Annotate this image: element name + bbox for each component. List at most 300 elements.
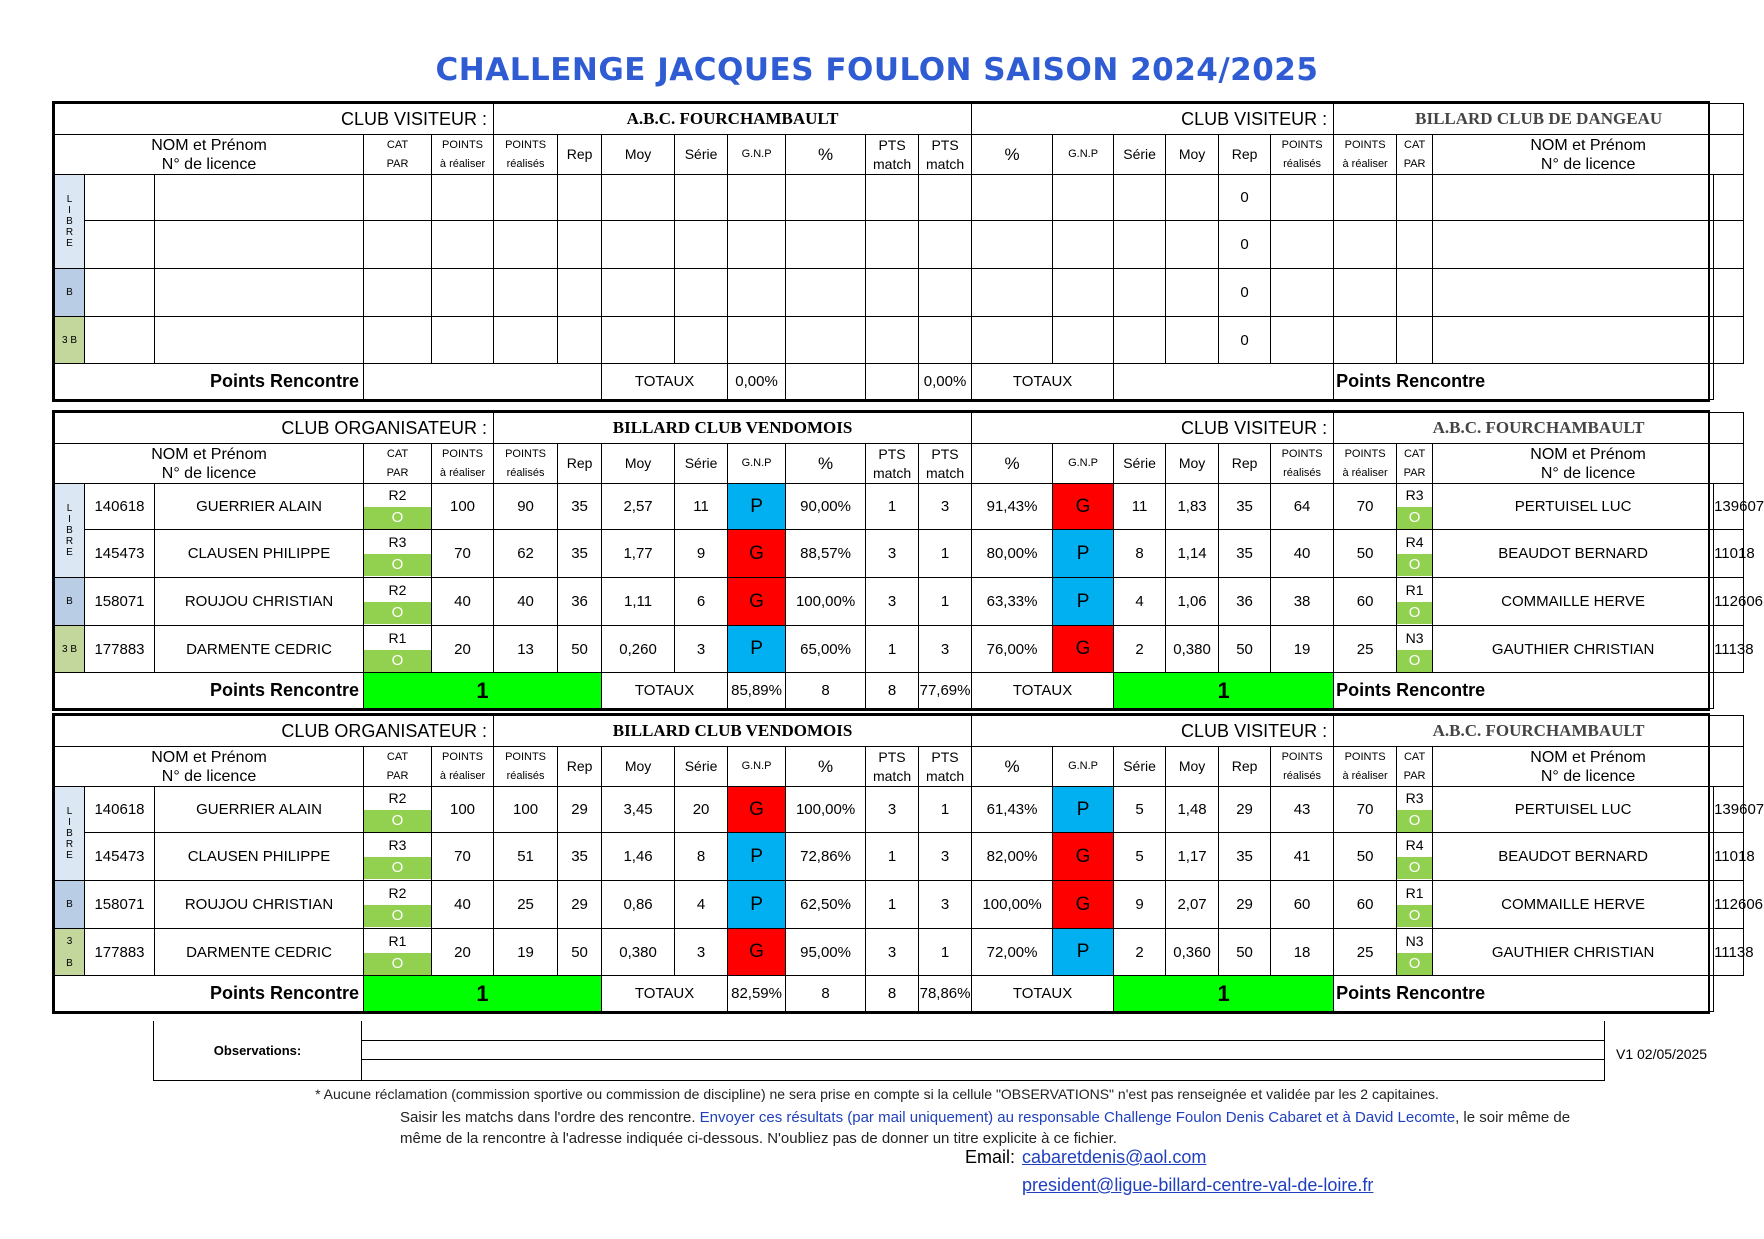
moy-right: 1,83 (1166, 484, 1219, 530)
header-moy: Moy (602, 444, 675, 484)
player-left (155, 221, 364, 269)
points-realises-right (1271, 221, 1334, 269)
totals-row (55, 976, 1744, 1012)
rep-right: 0 (1219, 269, 1271, 317)
points-realises-left: 40 (494, 578, 558, 626)
points-a-realiser-left: 100 (432, 787, 494, 833)
pts-match-left: 3 (866, 787, 919, 833)
side-letter: I (68, 514, 71, 525)
player-left: GUERRIER ALAIN (155, 484, 364, 530)
table-row (55, 626, 1744, 673)
licence-left (85, 221, 155, 269)
header-pts-match (866, 444, 919, 484)
header-text: réalisés (1283, 466, 1322, 479)
pts-match-right: 3 (919, 833, 972, 881)
side-text: B (66, 957, 73, 969)
cat-value: R1 (388, 932, 407, 949)
points-a-realiser-left (432, 269, 494, 317)
points-a-realiser-right: 25 (1334, 626, 1397, 673)
gnp-right: G (1053, 881, 1114, 929)
header-text: NOM et Prénom (1530, 445, 1646, 463)
header-pct: % (972, 747, 1053, 787)
points-a-realiser-right (1334, 221, 1397, 269)
side-label-b (55, 881, 85, 929)
pct-left: 100,00% (786, 787, 866, 833)
header-text: N° de licence (161, 767, 257, 785)
cat-value: R1 (1405, 885, 1424, 901)
totals-row (55, 673, 1744, 709)
pct-left: 88,57% (786, 530, 866, 578)
header-text: NOM et Prénom (1530, 748, 1646, 766)
header-text: POINTS (505, 447, 547, 460)
header-text: CAT (1403, 750, 1426, 763)
totaux-left-label: TOTAUX (602, 673, 728, 709)
serie-left: 11 (675, 484, 728, 530)
header-text: POINTS (1281, 138, 1323, 151)
player-left: DARMENTE CEDRIC (155, 626, 364, 673)
cat-right (1397, 484, 1433, 530)
side-letter: E (66, 238, 73, 249)
rep-left: 35 (558, 833, 602, 881)
serie-right: 11 (1114, 484, 1166, 530)
header-rep: Rep (558, 444, 602, 484)
header-text: à réaliser (1342, 466, 1388, 479)
table-row (55, 881, 1744, 929)
table-row (55, 484, 1744, 530)
pct-right (972, 175, 1053, 221)
player-right (1433, 175, 1714, 221)
header-text: POINTS (1344, 750, 1386, 763)
cat-left (364, 881, 432, 929)
header-text: N° de licence (1540, 464, 1636, 482)
header-text: PTS (931, 748, 959, 765)
player-right: PERTUISEL LUC (1433, 787, 1714, 833)
gnp-right: P (1053, 787, 1114, 833)
cat-value: N3 (1405, 629, 1424, 646)
header-points-realises (494, 444, 558, 484)
totaux-right-pts (866, 364, 919, 400)
serie-right: 5 (1114, 787, 1166, 833)
serie-left (675, 269, 728, 317)
points-a-realiser-left (432, 317, 494, 364)
par-value: O (1397, 506, 1432, 529)
side-label-libre (55, 175, 85, 269)
serie-right: 2 (1114, 929, 1166, 976)
moy-left (602, 269, 675, 317)
club-left-label: CLUB ORGANISATEUR : (55, 716, 494, 747)
header-text: à réaliser (1342, 769, 1388, 782)
header-text: PAR (386, 466, 409, 479)
licence-right: 11138 (1714, 929, 1744, 976)
pts-match-right (919, 175, 972, 221)
header-text: PAR (1403, 157, 1426, 170)
header-text: match (872, 767, 912, 784)
points-rencontre-left-label: Points Rencontre (55, 673, 364, 709)
rep-left: 35 (558, 484, 602, 530)
licence-left: 145473 (85, 530, 155, 578)
licence-right: 139607 (1714, 484, 1744, 530)
cat-right[interactable] (1397, 317, 1433, 364)
header-text: NOM et Prénom (151, 445, 267, 463)
header-nom (55, 135, 364, 175)
pct-right: 72,00% (972, 929, 1053, 976)
pct-right: 61,43% (972, 787, 1053, 833)
par-value: O (1397, 809, 1432, 832)
moy-right (1166, 175, 1219, 221)
header-nom (1433, 135, 1744, 175)
pts-match-right (919, 317, 972, 364)
header-serie: Série (675, 444, 728, 484)
points-realises-right: 60 (1271, 881, 1334, 929)
header-text: N° de licence (161, 464, 257, 482)
side-letter: R (65, 536, 74, 547)
cat-left (364, 929, 432, 976)
side-text: 3 B (61, 334, 77, 346)
licence-right: 11018 (1714, 530, 1744, 578)
gnp-left (728, 221, 786, 269)
pct-right: 80,00% (972, 530, 1053, 578)
club-left-label: CLUB ORGANISATEUR : (55, 413, 494, 444)
cat-left[interactable] (364, 317, 432, 364)
rep-right: 29 (1219, 881, 1271, 929)
points-realises-left: 19 (494, 929, 558, 976)
pct-right (972, 221, 1053, 269)
points-realises-left: 90 (494, 484, 558, 530)
header-text: CAT (1404, 138, 1426, 151)
header-pct: % (972, 444, 1053, 484)
header-text: réalisés (1283, 157, 1322, 170)
side-text: 3 (66, 935, 73, 947)
rep-left: 29 (558, 881, 602, 929)
moy-left: 1,77 (602, 530, 675, 578)
club-left-label: CLUB VISITEUR : (55, 104, 494, 135)
points-realises-left: 13 (494, 626, 558, 673)
rep-right: 50 (1219, 929, 1271, 976)
header-text: à réaliser (439, 466, 486, 479)
points-a-realiser-right: 25 (1334, 929, 1397, 976)
pts-match-left (866, 221, 919, 269)
side-letter: E (66, 547, 73, 558)
gnp-right: P (1053, 929, 1114, 976)
points-rencontre-right-value (1114, 364, 1334, 400)
gnp-right (1053, 317, 1114, 364)
cat-right (1397, 833, 1433, 881)
rep-right: 0 (1219, 175, 1271, 221)
header-text: PTS (878, 136, 906, 153)
totaux-right-pct: 78,86% (919, 976, 972, 1012)
header-text: réalisés (506, 466, 545, 479)
points-realises-right: 18 (1271, 929, 1334, 976)
par-value: O (364, 856, 431, 879)
club-right-name: BILLARD CLUB DE DANGEAU (1334, 104, 1744, 135)
header-text: réalisés (1283, 769, 1322, 782)
header-text: NOM et Prénom (151, 748, 267, 766)
header-cat (1397, 444, 1433, 484)
pts-match-left: 1 (866, 833, 919, 881)
gnp-left (728, 317, 786, 364)
header-points-realises (1271, 135, 1334, 175)
header-text: N° de licence (1540, 155, 1636, 173)
serie-right: 4 (1114, 578, 1166, 626)
header-pct: % (972, 135, 1053, 175)
email-link-2[interactable]: president@ligue-billard-centre-val-de-loire.fr (1022, 1175, 1374, 1195)
table-row (55, 578, 1744, 626)
moy-left (602, 221, 675, 269)
pct-left (786, 221, 866, 269)
points-rencontre-left-value (364, 364, 602, 400)
licence-left: 140618 (85, 787, 155, 833)
points-realises-left: 25 (494, 881, 558, 929)
club-right-name: A.B.C. FOURCHAMBAULT (1334, 716, 1744, 747)
totaux-left-label: TOTAUX (602, 364, 728, 400)
pts-match-right: 3 (919, 626, 972, 673)
player-right: COMMAILLE HERVE (1433, 578, 1714, 626)
header-text: match (872, 464, 912, 481)
cat-left[interactable] (364, 221, 432, 269)
header-nom (55, 747, 364, 787)
points-realises-left (494, 269, 558, 317)
par-value: O (1397, 649, 1432, 672)
club-right-label: CLUB VISITEUR : (972, 104, 1334, 135)
header-text: à réaliser (1342, 157, 1388, 170)
licence-right (1714, 221, 1744, 269)
cat-value: R3 (388, 837, 407, 853)
rep-left: 50 (558, 626, 602, 673)
cat-value: R4 (1405, 837, 1424, 853)
cat-right[interactable] (1397, 269, 1433, 317)
rep-left: 29 (558, 787, 602, 833)
header-text: à réaliser (439, 769, 486, 782)
header-moy: Moy (1166, 747, 1219, 787)
cat-value: R1 (1405, 582, 1424, 598)
totaux-right-pts: 8 (866, 673, 919, 709)
side-letter: L (66, 806, 73, 817)
table-row (55, 317, 1744, 364)
player-right: GAUTHIER CHRISTIAN (1433, 626, 1714, 673)
points-a-realiser-right: 50 (1334, 530, 1397, 578)
licence-left: 140618 (85, 484, 155, 530)
table-row (55, 530, 1744, 578)
gnp-left (728, 175, 786, 221)
table-row (55, 175, 1744, 221)
points-rencontre-right-value: 1 (1114, 673, 1334, 709)
header-text: CAT (1403, 447, 1426, 460)
moy-right: 2,07 (1166, 881, 1219, 929)
observations-field[interactable] (361, 1021, 1605, 1081)
moy-right: 0,380 (1166, 626, 1219, 673)
gnp-right: P (1053, 578, 1114, 626)
player-left: CLAUSEN PHILIPPE (155, 833, 364, 881)
header-text: match (925, 464, 965, 481)
cat-left[interactable] (364, 175, 432, 221)
gnp-right: P (1053, 530, 1114, 578)
table-row (55, 929, 1744, 976)
gnp-right (1053, 175, 1114, 221)
side-letter: R (65, 227, 74, 238)
serie-right (1114, 175, 1166, 221)
points-realises-right: 19 (1271, 626, 1334, 673)
serie-left (675, 175, 728, 221)
pct-right: 82,00% (972, 833, 1053, 881)
pts-match-left: 3 (866, 530, 919, 578)
pts-match-right: 1 (919, 929, 972, 976)
cat-right[interactable] (1397, 175, 1433, 221)
moy-left: 0,86 (602, 881, 675, 929)
totaux-right-pts: 8 (866, 976, 919, 1012)
rep-right: 36 (1219, 578, 1271, 626)
moy-right (1166, 221, 1219, 269)
header-points-realises (494, 747, 558, 787)
points-realises-left (494, 221, 558, 269)
header-cat (364, 135, 432, 175)
points-rencontre-right-value: 1 (1114, 976, 1334, 1012)
rep-right: 0 (1219, 221, 1271, 269)
header-text: POINTS (505, 750, 547, 763)
header-moy: Moy (602, 135, 675, 175)
points-a-realiser-left: 100 (432, 484, 494, 530)
serie-right: 2 (1114, 626, 1166, 673)
header-text: réalisés (506, 157, 545, 170)
player-right: GAUTHIER CHRISTIAN (1433, 929, 1714, 976)
points-realises-left: 100 (494, 787, 558, 833)
licence-right (1714, 317, 1744, 364)
header-moy: Moy (1166, 444, 1219, 484)
header-serie: Série (675, 135, 728, 175)
player-left: CLAUSEN PHILIPPE (155, 530, 364, 578)
header-gnp: G.N.P (728, 135, 786, 175)
points-rencontre-right-label: Points Rencontre (1334, 364, 1714, 400)
version-label: V1 02/05/2025 (1616, 1046, 1708, 1062)
header-cat (364, 747, 432, 787)
player-left: DARMENTE CEDRIC (155, 929, 364, 976)
header-text: POINTS (505, 138, 547, 151)
header-text: NOM et Prénom (1530, 136, 1646, 154)
points-rencontre-right-label: Points Rencontre (1334, 673, 1714, 709)
cat-value: R4 (1405, 534, 1424, 550)
totaux-left-pct: 85,89% (728, 673, 786, 709)
header-points-realises (1271, 747, 1334, 787)
cat-value: N3 (1405, 932, 1424, 949)
side-label-b (55, 578, 85, 626)
moy-left: 3,45 (602, 787, 675, 833)
instructions-line2: même de la rencontre à l'adresse indiquée ci-dessous. N'oubliez pas de donner un titre explicite à ce fichier. (400, 1130, 1117, 1147)
player-left (155, 317, 364, 364)
serie-right (1114, 269, 1166, 317)
header-cat (364, 444, 432, 484)
totals-row (55, 364, 1744, 400)
points-a-realiser-right: 60 (1334, 881, 1397, 929)
points-rencontre-left-label: Points Rencontre (55, 364, 364, 400)
header-nom (1433, 444, 1744, 484)
cat-value: R3 (388, 534, 407, 550)
par-value: O (1397, 601, 1432, 624)
cat-right[interactable] (1397, 221, 1433, 269)
moy-right (1166, 317, 1219, 364)
side-label-3b (55, 929, 85, 976)
header-cat (1397, 135, 1433, 175)
header-pct: % (786, 747, 866, 787)
header-serie: Série (1114, 747, 1166, 787)
rep-right: 29 (1219, 787, 1271, 833)
club-left-name: A.B.C. FOURCHAMBAULT (494, 104, 972, 135)
cat-left (364, 626, 432, 673)
points-a-realiser-left (432, 221, 494, 269)
rep-right: 35 (1219, 833, 1271, 881)
points-realises-left: 51 (494, 833, 558, 881)
serie-left: 4 (675, 881, 728, 929)
rep-left (558, 175, 602, 221)
pts-match-right: 1 (919, 578, 972, 626)
serie-right: 5 (1114, 833, 1166, 881)
rep-left (558, 269, 602, 317)
pts-match-right (919, 269, 972, 317)
serie-left: 9 (675, 530, 728, 578)
cat-left[interactable] (364, 269, 432, 317)
side-label-libre (55, 484, 85, 578)
points-a-realiser-left: 20 (432, 929, 494, 976)
player-right: BEAUDOT BERNARD (1433, 530, 1714, 578)
side-letter: R (65, 839, 74, 850)
instructions-text-end: , le soir même de (1455, 1109, 1571, 1126)
totaux-right-label: TOTAUX (972, 673, 1114, 709)
instructions-highlight: Envoyer ces résultats (par mail uniquement) au responsable Challenge Foulon Denis Cabaret et à David Lecomte (699, 1109, 1456, 1126)
serie-right: 9 (1114, 881, 1166, 929)
gnp-left: P (728, 626, 786, 673)
player-left (155, 269, 364, 317)
side-letter: B (66, 525, 73, 536)
email-link-1[interactable]: cabaretdenis@aol.com (1022, 1147, 1207, 1167)
points-a-realiser-right (1334, 175, 1397, 221)
header-text: PAR (1403, 769, 1426, 782)
points-realises-right (1271, 175, 1334, 221)
club-right-label: CLUB VISITEUR : (972, 716, 1334, 747)
player-left (155, 175, 364, 221)
header-pct: % (786, 444, 866, 484)
header-cat (1397, 747, 1433, 787)
side-text: B (66, 596, 73, 607)
pts-match-left (866, 175, 919, 221)
par-value: O (364, 506, 431, 529)
rep-left: 50 (558, 929, 602, 976)
header-text: POINTS (442, 447, 483, 460)
gnp-left (728, 269, 786, 317)
cat-left (364, 578, 432, 626)
serie-left (675, 221, 728, 269)
header-text: N° de licence (1540, 767, 1636, 785)
licence-left: 158071 (85, 881, 155, 929)
gnp-left: G (728, 578, 786, 626)
pct-right: 63,33% (972, 578, 1053, 626)
header-gnp: G.N.P (1053, 135, 1114, 175)
par-value: O (1397, 856, 1432, 879)
moy-left: 0,380 (602, 929, 675, 976)
header-points-a-realiser (432, 135, 494, 175)
moy-right: 0,360 (1166, 929, 1219, 976)
side-letter: L (66, 503, 73, 514)
header-text: PAR (386, 769, 409, 782)
cat-left (364, 833, 432, 881)
side-label-3b (55, 317, 85, 364)
points-realises-left (494, 175, 558, 221)
table-row (55, 269, 1744, 317)
licence-right: 11018 (1714, 833, 1744, 881)
par-value: O (364, 809, 431, 832)
totaux-right-pct: 0,00% (919, 364, 972, 400)
header-gnp: G.N.P (1053, 444, 1114, 484)
points-a-realiser-right: 70 (1334, 787, 1397, 833)
gnp-right: G (1053, 484, 1114, 530)
club-left-name: BILLARD CLUB VENDOMOIS (494, 716, 972, 747)
